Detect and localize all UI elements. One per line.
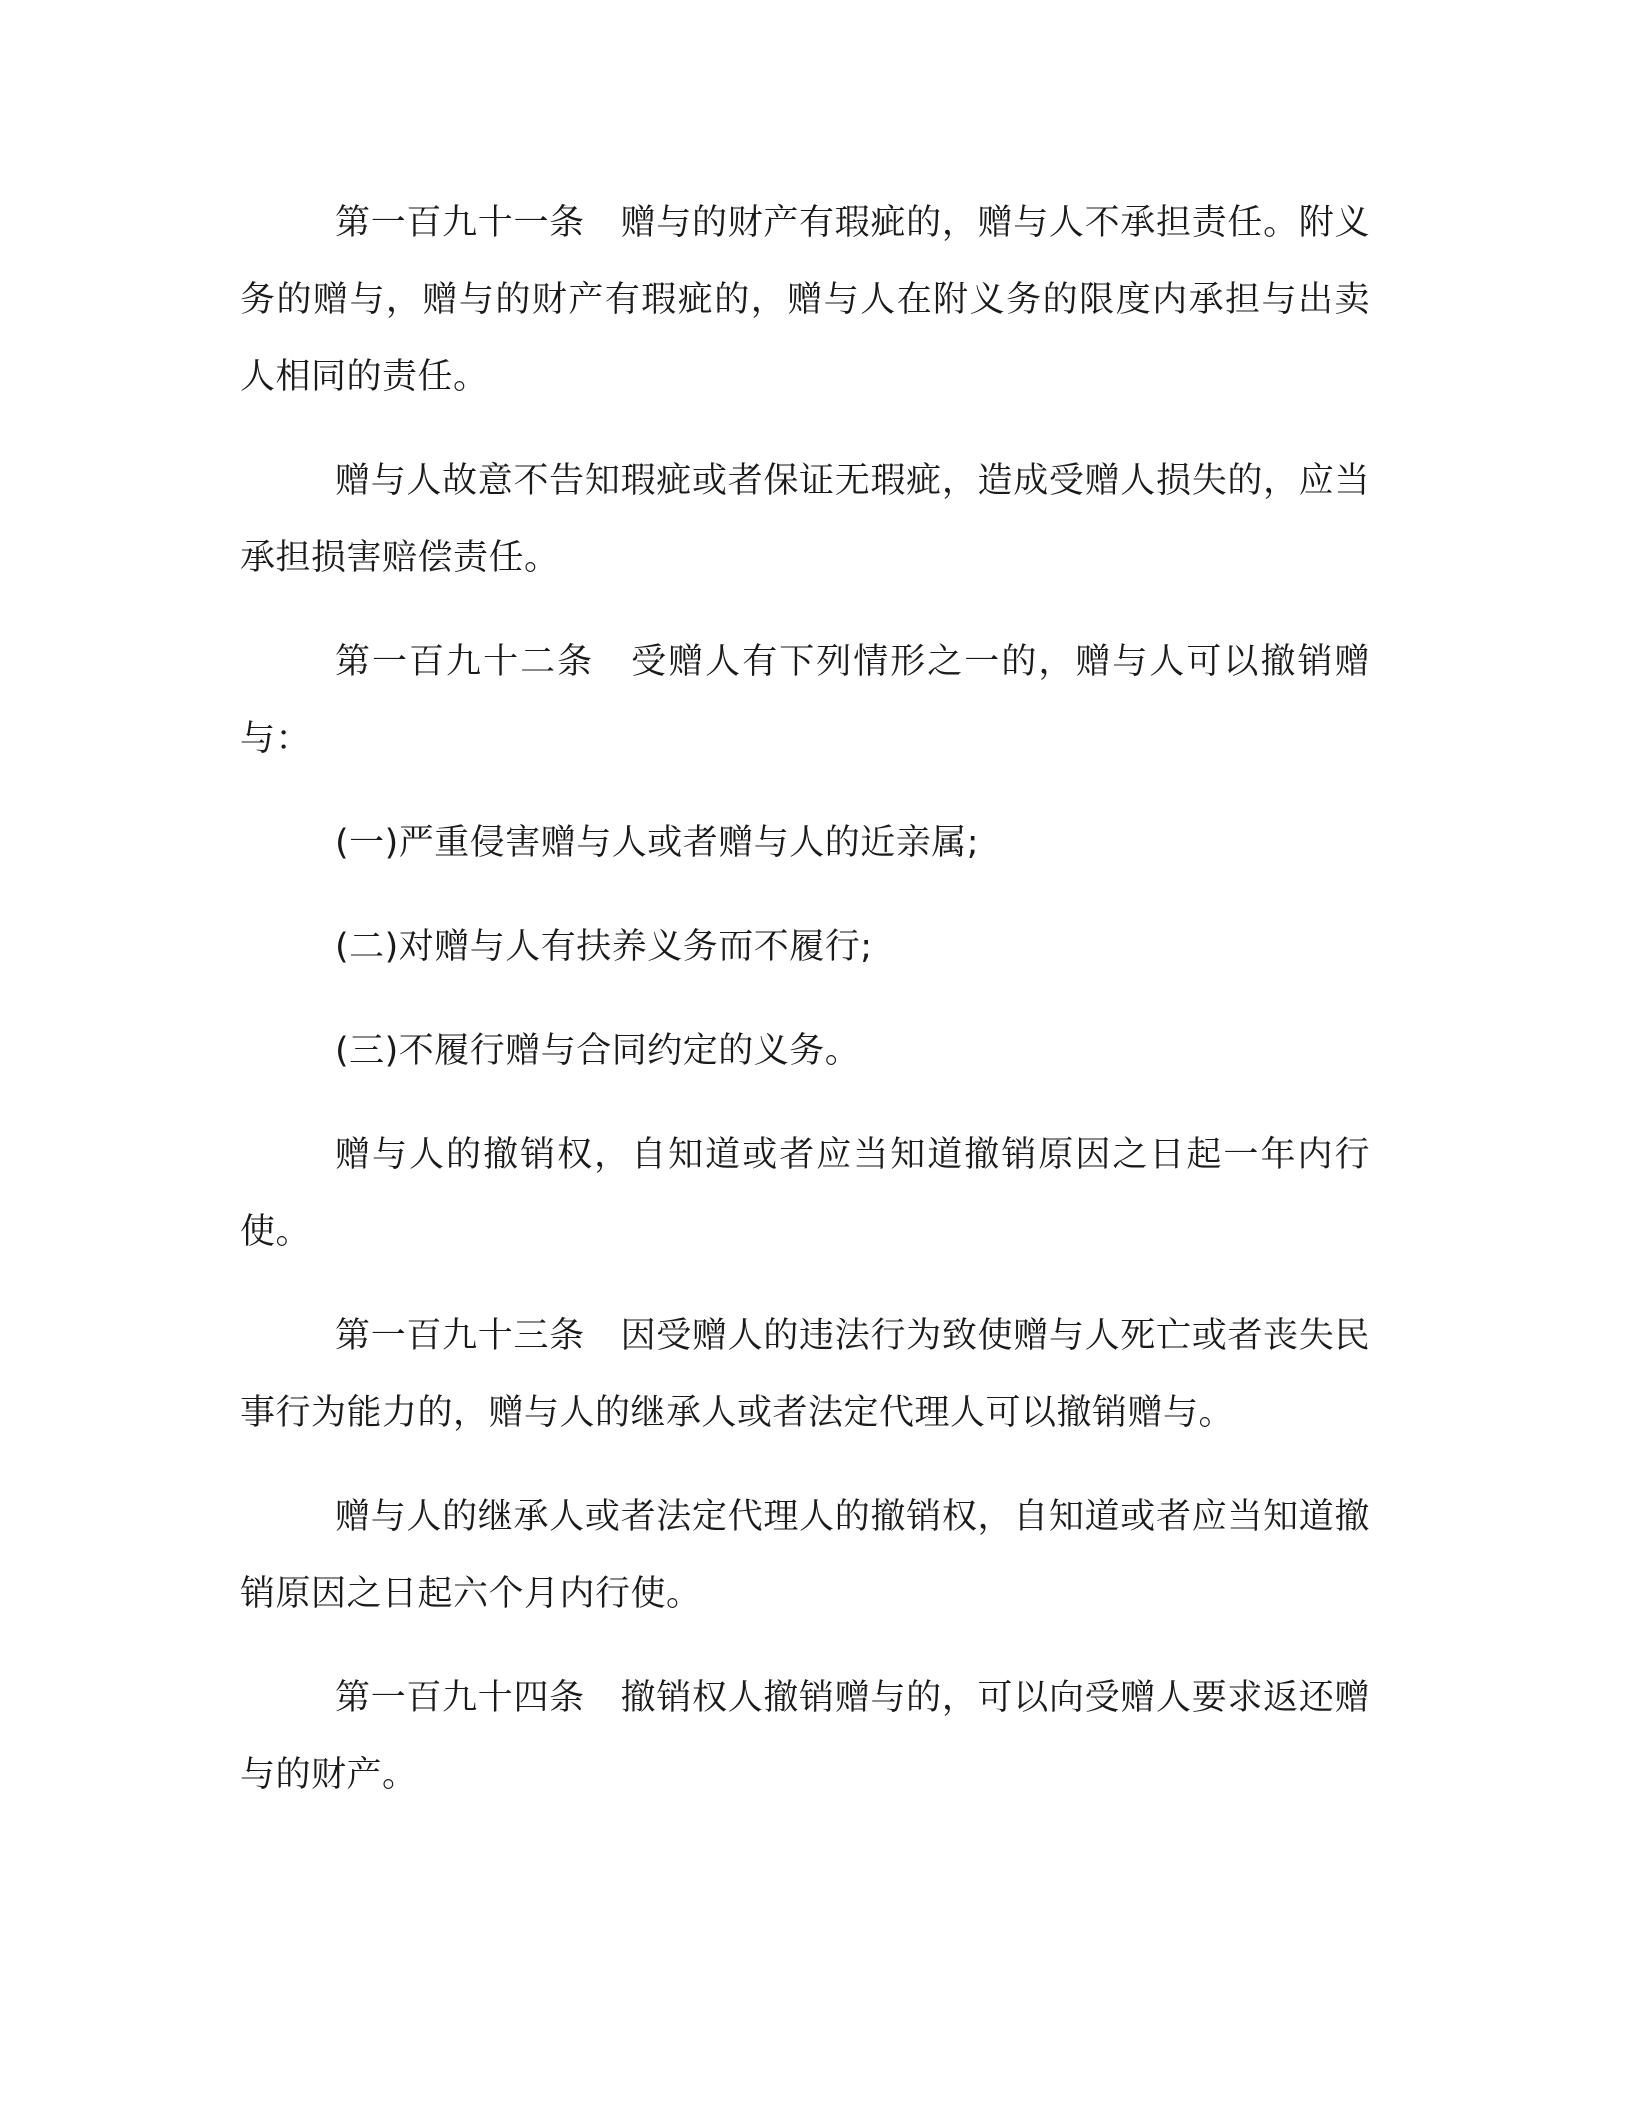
article-192-clause-2: 赠与人的撤销权，自知道或者应当知道撤销原因之日起一年内行使。 (240, 1135, 1370, 1252)
article-194-paragraph: 第一百九十四条 撤销权人撤销赠与的，可以向受赠人要求返还赠与的财产。 (240, 1678, 1370, 1795)
article-192-item-2: (二)对赠与人有扶养义务而不履行; (335, 927, 873, 967)
article-191-clause-2: 赠与人故意不告知瑕疵或者保证无瑕疵，造成受赠人损失的，应当承担损害赔偿责任。 (240, 461, 1370, 578)
article-193-clause-2: 赠与人的继承人或者法定代理人的撤销权，自知道或者应当知道撤销原因之日起六个月内行使。 (240, 1497, 1370, 1614)
article-192-paragraph: 第一百九十二条 受赠人有下列情形之一的，赠与人可以撤销赠与： (240, 642, 1370, 759)
article-191-paragraph: 第一百九十一条 赠与的财产有瑕疵的，赠与人不承担责任。附义务的赠与，赠与的财产有瑕疵的，赠与人在附义务的限度内承担与出卖人相同的责任。 (240, 203, 1370, 397)
document-page (240, 185, 1370, 1814)
article-193-paragraph: 第一百九十三条 因受赠人的违法行为致使赠与人死亡或者丧失民事行为能力的，赠与人的继承人或者法定代理人可以撤销赠与。 (240, 1316, 1370, 1433)
article-192-item-3: (三)不履行赠与合同约定的义务。 (335, 1031, 861, 1071)
article-192-item-1: (一)严重侵害赠与人或者赠与人的近亲属; (335, 823, 980, 863)
